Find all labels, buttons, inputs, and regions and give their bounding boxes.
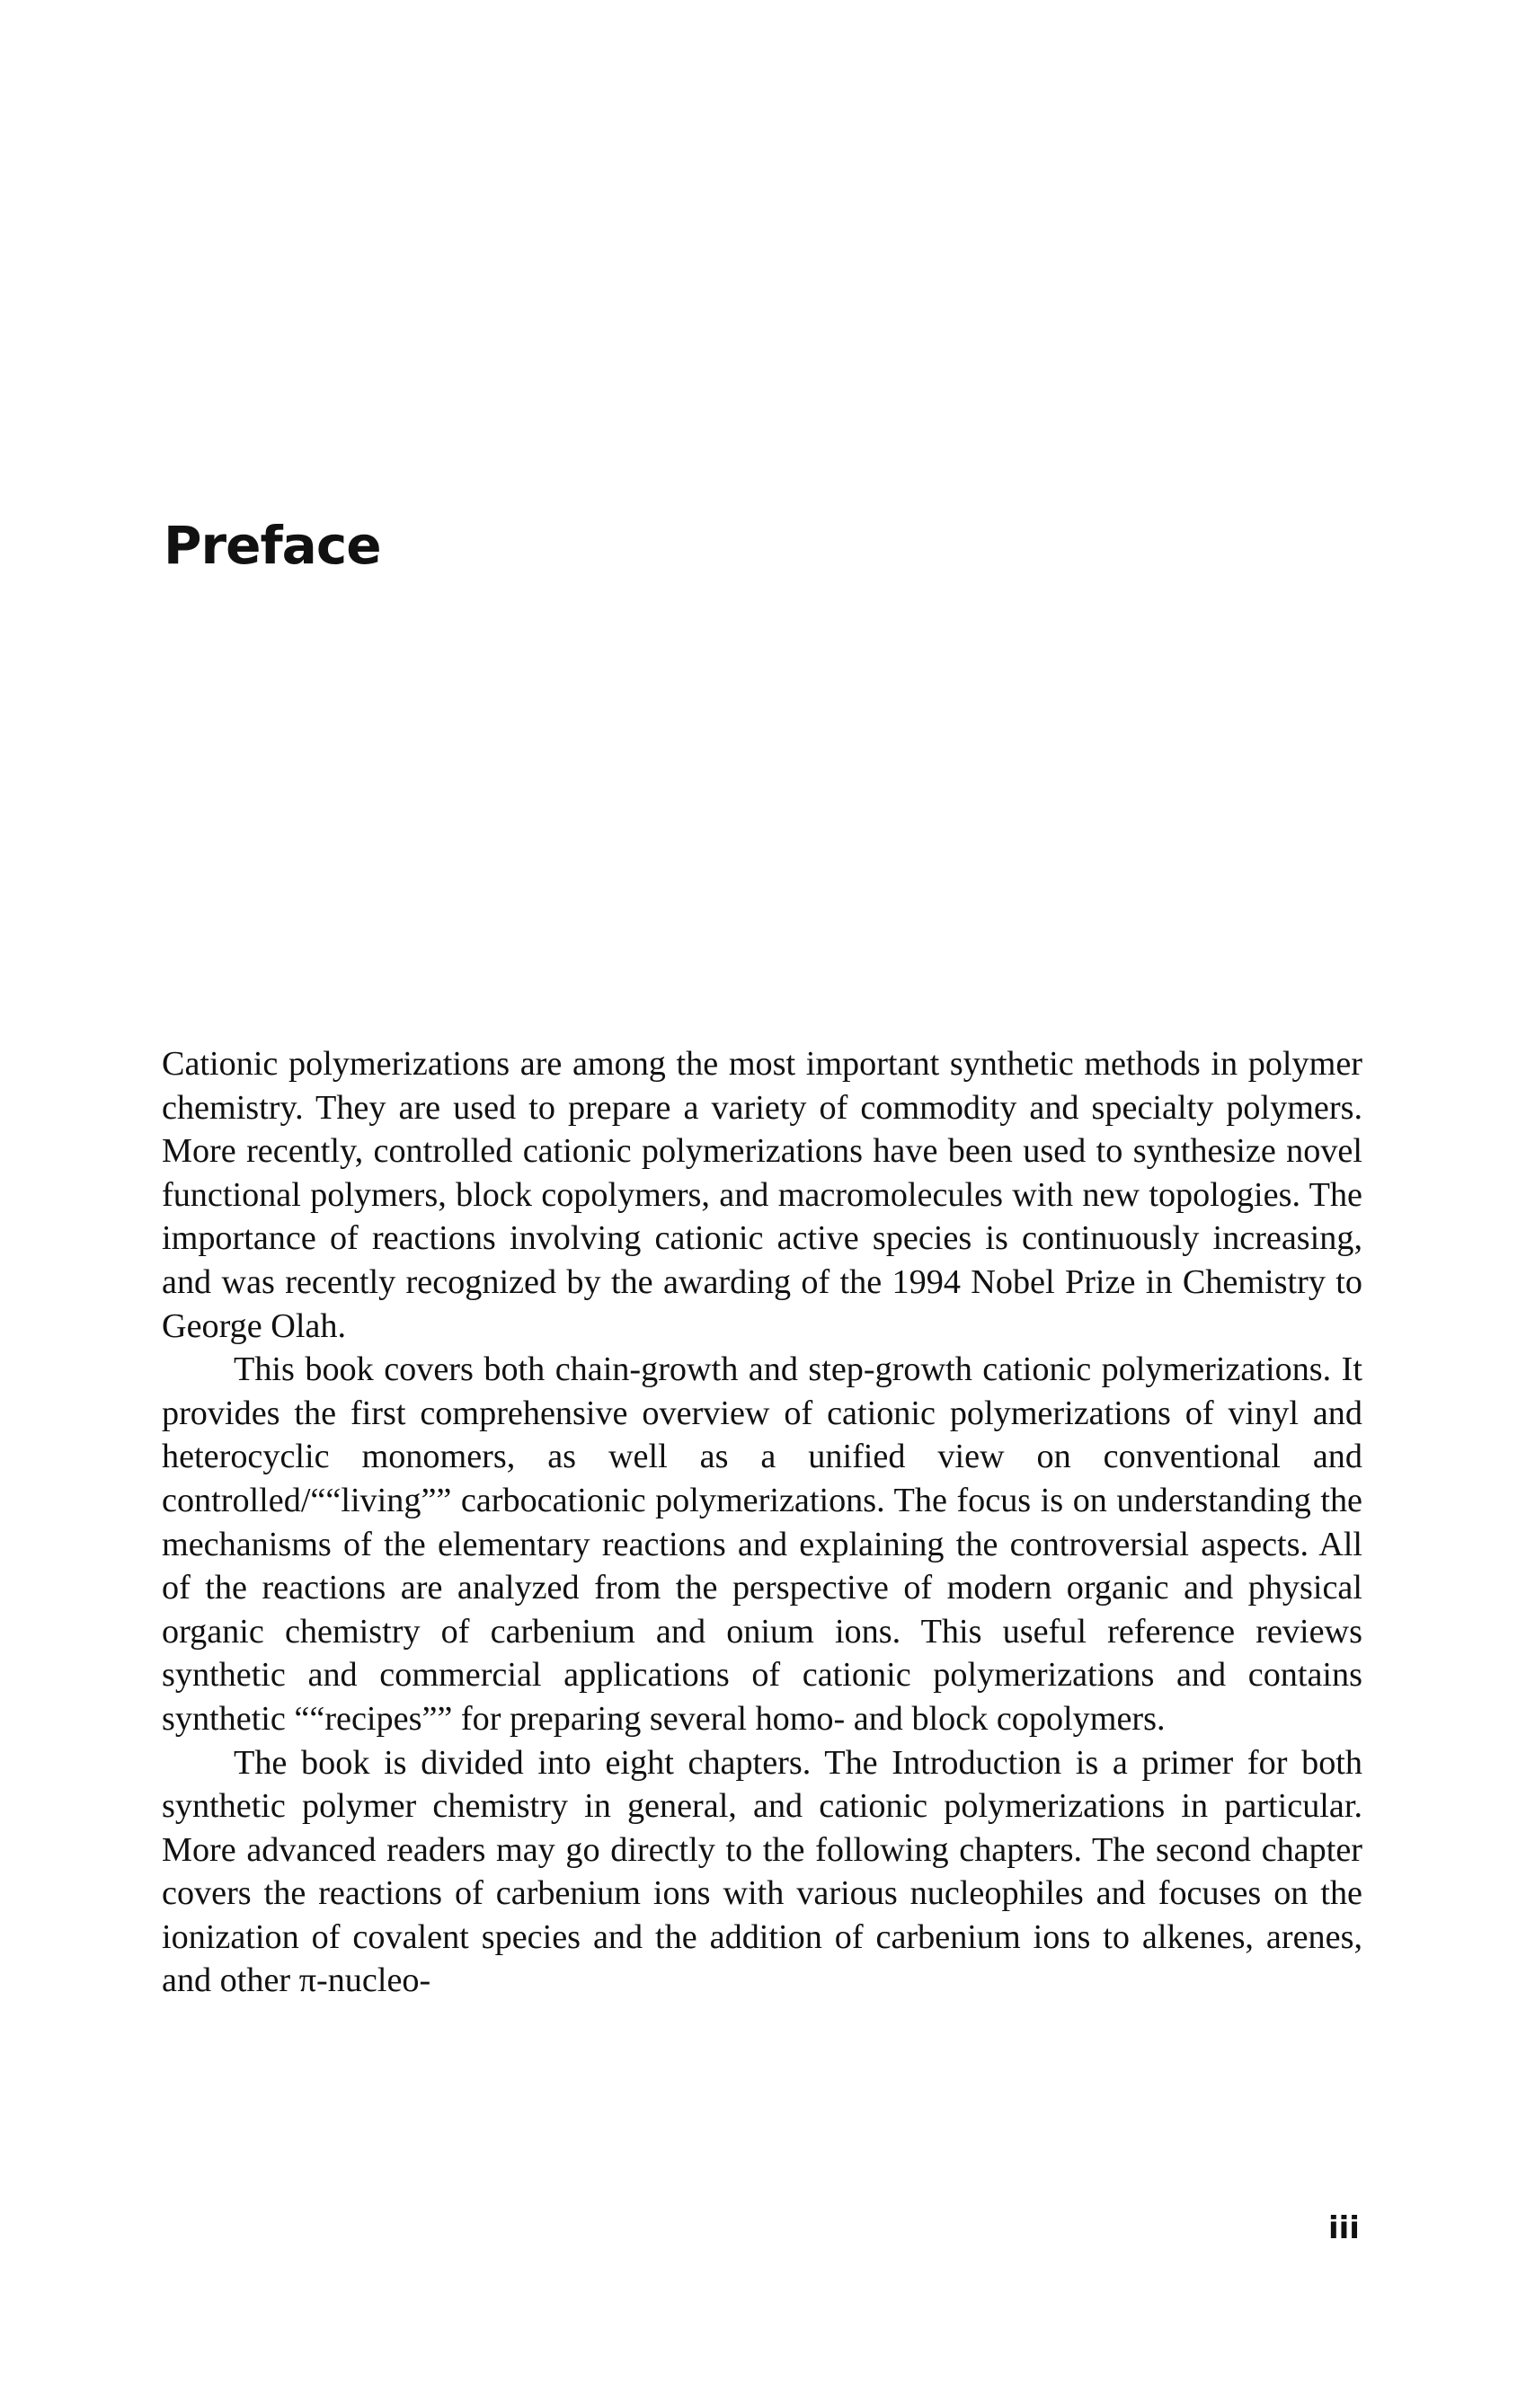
chapter-heading: Preface (164, 515, 381, 576)
paragraph: Cationic polymerizations are among the most important synthetic methods in polymer chemistry. They are used to prepare a variety of commodity and specialty polymers. More recently, controlled cationic polymerizations have been used to synthesize novel functional polymers, block copolymers, and macromolecules with new topologies. The importance of reactions involving cationic active species is continuously increasing, and was recently recognized by the awarding of the 1994 Nobel Prize in Chemistry to George Olah. (162, 1045, 1362, 1345)
page-number: iii (1328, 2210, 1360, 2246)
paragraph: This book covers both chain-growth and step-growth cationic polymerizations. It provides the first comprehensive overview of cationic polymerizations of vinyl and heterocyclic monomers, as well as a unified view on conventional and controlled/““living”” carbocationic polymerizations. The focus is on understanding the mechanisms of the elementary reactions and explaining the controversial aspects. All of the reactions are analyzed from the perspective of modern organic and physical organic chemistry of carbenium and onium ions. This useful reference reviews synthetic and commercial applications of cationic polymerizations and contains synthetic ““recipes”” for preparing several homo- and block copolymers. (162, 1350, 1362, 1738)
preface-body (162, 1042, 1362, 2003)
paragraph: The book is divided into eight chapters. The Introduction is a primer for both synthetic polymer chemistry in general, and cationic polymerizations in particular. More advanced readers may go directly to the following chapters. The second chapter covers the reactions of carbenium ions with various nucleophiles and focuses on the ionization of covalent species and the addition of carbenium ions to alkenes, arenes, and other π-nucleo- (162, 1743, 1362, 2000)
